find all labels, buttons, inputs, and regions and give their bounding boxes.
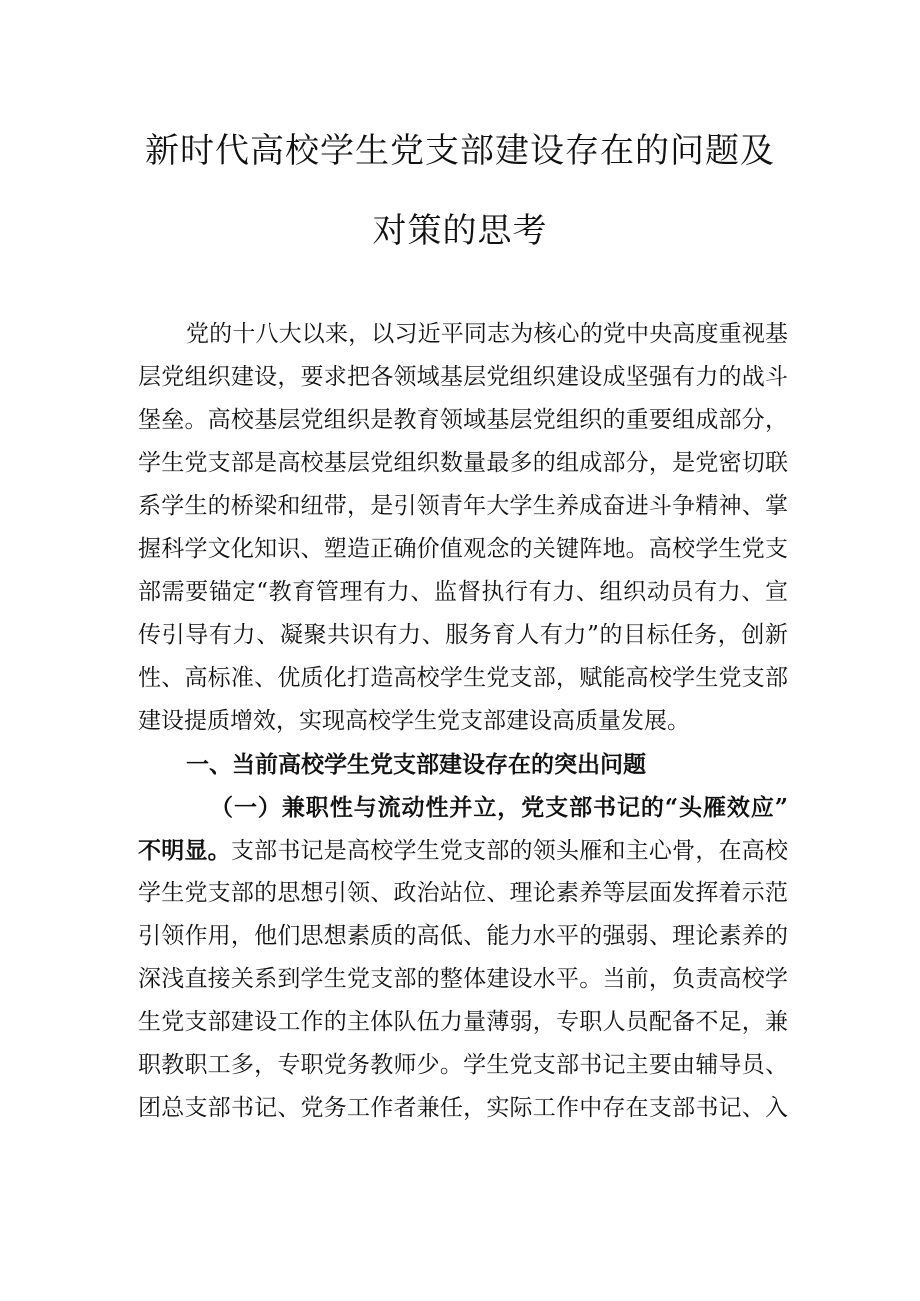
subsection-heading: （一）兼职性与流动性并立，党支部书记的“头雁效应” bbox=[210, 794, 788, 821]
paragraph-text: 支部书记是高校学生党支部的领头雁和主心骨，在高校 bbox=[230, 838, 789, 864]
paragraph-line: 学生党支部是高校基层党组织数量最多的组成部分，是党密切联 bbox=[138, 450, 788, 476]
paragraph-line: 堡垒。高校基层党组织是教育领域基层党组织的重要组成部分， bbox=[138, 407, 788, 433]
section-heading: 一、当前高校学生党支部建设存在的突出问题 bbox=[186, 751, 646, 778]
paragraph-line: 性、高标准、优质化打造高校学生党支部，赋能高校学生党支部 bbox=[138, 665, 788, 691]
paragraph-line: 深浅直接关系到学生党支部的整体建设水平。当前，负责高校学 bbox=[138, 966, 788, 992]
paragraph-line: 传引导有力、凝聚共识有力、服务育人有力”的目标任务，创新 bbox=[138, 622, 788, 648]
paragraph-line: 生党支部建设工作的主体队伍力量薄弱，专职人员配备不足，兼 bbox=[138, 1009, 788, 1035]
document-title-line-1: 新时代高校学生党支部建设存在的问题及 bbox=[145, 131, 775, 171]
paragraph-line: 党的十八大以来，以习近平同志为核心的党中央高度重视基 bbox=[186, 321, 788, 347]
paragraph-line: 握科学文化知识、塑造正确价值观念的关键阵地。高校学生党支 bbox=[138, 536, 788, 562]
paragraph-line: 建设提质增效，实现高校学生党支部建设高质量发展。 bbox=[138, 708, 690, 734]
paragraph-line: 学生党支部的思想引领、政治站位、理论素养等层面发挥着示范 bbox=[138, 880, 788, 906]
paragraph-line: 系学生的桥梁和纽带，是引领青年大学生养成奋进斗争精神、掌 bbox=[138, 493, 788, 519]
paragraph-line bbox=[138, 829, 788, 872]
paragraph-line: 部需要锚定“教育管理有力、监督执行有力、组织动员有力、宣 bbox=[138, 579, 788, 605]
paragraph-line: 团总支部书记、党务工作者兼任，实际工作中存在支部书记、入 bbox=[138, 1095, 788, 1121]
document-title-line-2: 对策的思考 bbox=[372, 211, 548, 251]
paragraph-line: 层党组织建设，要求把各领域基层党组织建设成坚强有力的战斗 bbox=[138, 364, 788, 390]
paragraph-line: 引领作用，他们思想素质的高低、能力水平的强弱、理论素养的 bbox=[138, 923, 788, 949]
paragraph-line: 职教职工多，专职党务教师少。学生党支部书记主要由辅导员、 bbox=[138, 1052, 788, 1078]
subsection-heading-continuation: 不明显。 bbox=[138, 837, 231, 864]
